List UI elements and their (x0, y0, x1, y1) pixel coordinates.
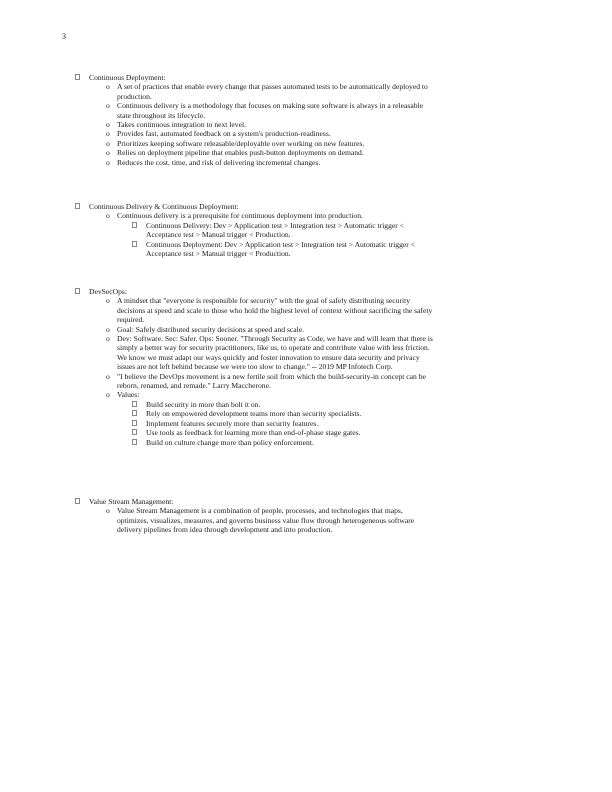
list-item: o Dev: Software. Sec: Safer. Ops: Sooner. "Through Security as Code, we have and will learn that there is simply a better way for security practitioners, like us, to operate and contribute value with less friction. We know we must adapt our ways quickly and foster innovation to ensure data security and privacy issues are not left behind because we were too slow to change." -- 2019 MP Infotech Corp. (106, 334, 433, 372)
page-number: 3 (62, 32, 66, 41)
list-item: o Takes continuous integration to next level. (106, 120, 246, 130)
list-item: o Relies on deployment pipeline that enables push-button deployments on demand. (106, 148, 364, 158)
bullet-marker: o (106, 101, 110, 111)
sub-list-item: Build security in more than bolt it on. (75, 400, 435, 409)
section-heading (75, 287, 435, 296)
bullet-marker: o (106, 296, 110, 306)
checkbox-bullet-icon (75, 498, 80, 504)
section-heading (75, 73, 435, 82)
list-item: o Provides fast, automated feedback on a system's production-readiness. (106, 129, 331, 139)
sub-list-item: Continuous Deployment: Dev > Application test > Integration test > Automatic trigger < Acceptance test > Manual trigger < Production. (75, 240, 435, 259)
list-item: o Reduces the cost, time, and risk of delivering incremental changes. (106, 157, 321, 167)
section-delivery-and-deployment (75, 202, 435, 258)
list-item: o Continuous delivery is a prerequisite for continuous deployment into production. (106, 211, 363, 221)
section-title: Value Stream Management: (89, 497, 174, 506)
bullet-marker: o (106, 211, 110, 221)
sub-list-item: Build on culture change more than policy enforcement. (75, 438, 435, 447)
bullet-marker: o (106, 390, 110, 400)
checkbox-bullet-icon (132, 222, 137, 228)
section-title: Continuous Deployment: (89, 73, 166, 82)
bullet-marker: o (106, 157, 110, 167)
list-item: o Goal: Safely distributed security decisions at speed and scale. (106, 324, 305, 334)
list-item: o Continuous delivery is a methodology that focuses on making sure software is always in a releasable state throughout its lifecycle. (106, 101, 423, 120)
bullet-marker: o (106, 334, 110, 344)
sub-list-item: Use tools as feedback for learning more than end-of-phase stage gates. (75, 428, 435, 437)
bullet-marker: o (106, 138, 110, 148)
list-item: o A set of practices that enable every change that passes automated tests to be automatically deployed to production. (106, 82, 428, 101)
sub-list-item: Continuous Delivery: Dev > Application test > Integration test > Automatic trigger < Acceptance test > Manual trigger < Production. (75, 221, 435, 240)
checkbox-bullet-icon (132, 241, 137, 247)
list-item: o A mindset that "everyone is responsible for security" with the goal of safely distributing security decisions at speed and scale to those who hold the highest level of context without sacrificing the safety required. (106, 296, 433, 325)
checkbox-bullet-icon (132, 401, 137, 407)
list-item: o Values: (106, 390, 140, 400)
checkbox-bullet-icon (132, 420, 137, 426)
sub-list-item: Rely on empowered development teams more than security specialists. (75, 409, 435, 418)
checkbox-bullet-icon (132, 439, 137, 445)
checkbox-bullet-icon (132, 410, 137, 416)
bullet-marker: o (106, 506, 110, 516)
sub-list-item: Implement features securely more than security features. (75, 419, 435, 428)
bullet-marker: o (106, 129, 110, 139)
section-heading (75, 202, 435, 211)
section-continuous-deployment (75, 73, 435, 167)
checkbox-bullet-icon (75, 203, 80, 209)
section-title: Continuous Delivery & Continuous Deployment: (89, 202, 239, 211)
bullet-marker: o (106, 148, 110, 158)
section-title: DevSecOps: (89, 287, 127, 296)
bullet-marker: o (106, 120, 110, 130)
section-heading (75, 497, 435, 506)
checkbox-bullet-icon (75, 74, 80, 80)
bullet-marker: o (106, 324, 110, 334)
section-devsecops (75, 287, 435, 447)
bullet-marker: o (106, 82, 110, 92)
list-item: o Value Stream Management is a combination of people, processes, and technologies that maps, optimizes, visualizes, measures, and governs business value flow through heterogeneous software delivery pipelines from idea through development and into production. (106, 506, 415, 535)
list-item: o Prioritizes keeping software releasable/deployable over working on new features. (106, 138, 365, 148)
bullet-marker: o (106, 371, 110, 381)
checkbox-bullet-icon (132, 429, 137, 435)
list-item: o "I believe the DevOps movement is a new fertile soil from which the build-security-in concept can be reborn, renamed, and remade." Larry Maccherone. (106, 371, 426, 391)
checkbox-bullet-icon (75, 288, 80, 294)
section-value-stream-management (75, 497, 435, 535)
